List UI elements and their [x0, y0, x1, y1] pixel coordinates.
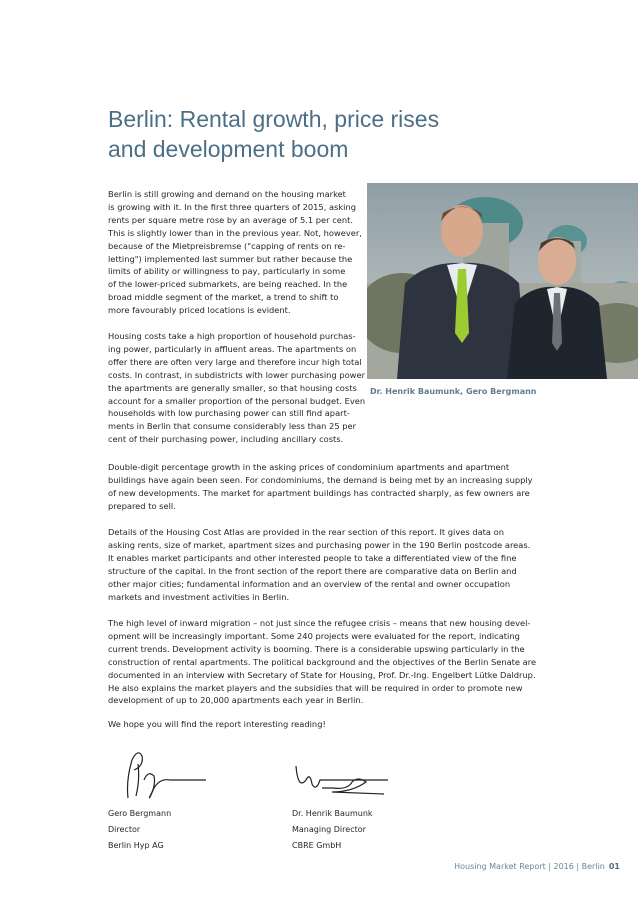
text-line: is growing with it. In the first three quarters of 2015, asking: [108, 201, 357, 212]
signer-name: Dr. Henrik Baumunk: [292, 809, 373, 818]
text-line: He also explains the market players and the subsidies that will be required in order to promote new: [108, 682, 523, 693]
text-line: prepared to sell.: [108, 500, 176, 511]
closing-line: [108, 718, 548, 731]
text-line: households with low purchasing power can still find apart-: [108, 408, 350, 419]
price-growth-paragraph: [108, 461, 548, 513]
signature-henrik-baumunk: [292, 740, 392, 804]
text-line: of the lower-priced submarkets, are being reached. In the: [108, 279, 348, 290]
text-line: rents per square metre rose by an average of 5.1 per cent.: [108, 214, 354, 225]
text-line: current trends. Development activity is booming. There is a considerable upswing particularly in the: [108, 643, 525, 654]
text-line: The high level of inward migration – not just since the refugee crisis – means that new housing devel-: [108, 618, 531, 628]
text-line: Berlin is still growing and demand on the housing market: [108, 189, 346, 199]
text-line: opment will be increasingly important. Some 240 projects were evaluated for the report, indicating: [108, 630, 520, 641]
title-line: Berlin: Rental growth, price rises: [108, 106, 440, 132]
text-line: It enables market participants and other interested people to take a differentiated view of the fine: [108, 552, 517, 563]
portrait-photo: [367, 183, 638, 379]
signer-role: Managing Director: [292, 825, 366, 834]
text-line: of new developments. The market for apartment buildings has contracted sharply, as few owners are: [108, 487, 530, 498]
signer-block-bergmann: [108, 806, 171, 854]
text-line: offer there are often very large and therefore incur high total: [108, 356, 362, 367]
text-line: account for a smaller proportion of the personal budget. Even: [108, 395, 366, 406]
text-line: ments in Berlin that consume considerably less than 25 per: [108, 421, 357, 432]
cost-atlas-paragraph: [108, 526, 548, 603]
text-line: costs. In contrast, in subdistricts with lower purchasing power: [108, 369, 365, 380]
signer-block-baumunk: [292, 806, 373, 854]
signer-org: CBRE GmbH: [292, 841, 342, 850]
photo-caption: Dr. Henrik Baumunk, Gero Bergmann: [370, 387, 537, 396]
page-footer: [454, 862, 620, 871]
title-line: and development boom: [108, 136, 349, 162]
page-title: [108, 104, 528, 164]
text-line: development of up to 20,000 apartments each year in Berlin.: [108, 695, 364, 706]
text-line: the apartments are generally smaller, so that housing costs: [108, 382, 357, 393]
intro-paragraph: [108, 188, 368, 317]
text-line: structure of the capital. In the front section of the report there are comparative data on Berlin and: [108, 565, 517, 576]
signer-name: Gero Bergmann: [108, 809, 172, 818]
text-line: cent of their purchasing power, including ancillary costs.: [108, 434, 344, 445]
signer-role: Director: [108, 825, 141, 834]
text-line: asking rents, size of market, apartment sizes and purchasing power in the 190 Berlin postcode areas.: [108, 539, 531, 550]
page-number: 01: [608, 862, 620, 871]
text-line: buildings have again been seen. For condominiums, the demand is being met by an increasing supply: [108, 474, 533, 485]
text-line: more favourably priced locations is evident.: [108, 305, 291, 316]
text-line: We hope you will find the report interesting reading!: [108, 719, 326, 729]
text-line: construction of rental apartments. The political background and the objectives of the Berlin Senate are: [108, 656, 537, 667]
text-line: other major cities; fundamental information and an overview of the rental and owner occupation: [108, 578, 511, 589]
text-line: documented in an interview with Secretary of State for Housing, Prof. Dr.-Ing. Engelbert Lütke Daldrup.: [108, 669, 536, 680]
text-line: because of the Mietpreisbremse ("capping of rents on re-: [108, 240, 346, 251]
text-line: ing power, particularly in affluent areas. The apartments on: [108, 343, 357, 354]
signer-org: Berlin Hyp AG: [108, 841, 164, 850]
migration-paragraph: [108, 617, 548, 707]
text-line: broad middle segment of the market, a trend to shift to: [108, 292, 339, 303]
text-line: Double-digit percentage growth in the asking prices of condominium apartments and apartment: [108, 462, 510, 472]
housing-costs-paragraph: [108, 330, 368, 446]
text-line: limits of ability or willingness to pay, particularly in some: [108, 266, 346, 277]
text-line: Details of the Housing Cost Atlas are provided in the rear section of this report. It gives data on: [108, 527, 504, 537]
text-line: markets and investment activities in Berlin.: [108, 591, 290, 602]
text-line: This is slightly lower than in the previous year. Not, however,: [108, 227, 362, 238]
signature-gero-bergmann: [110, 740, 210, 804]
footer-text: Housing Market Report | 2016 | Berlin: [454, 862, 605, 871]
text-line: letting") implemented last summer but rather because the: [108, 253, 353, 264]
text-line: Housing costs take a high proportion of household purchas-: [108, 331, 356, 341]
